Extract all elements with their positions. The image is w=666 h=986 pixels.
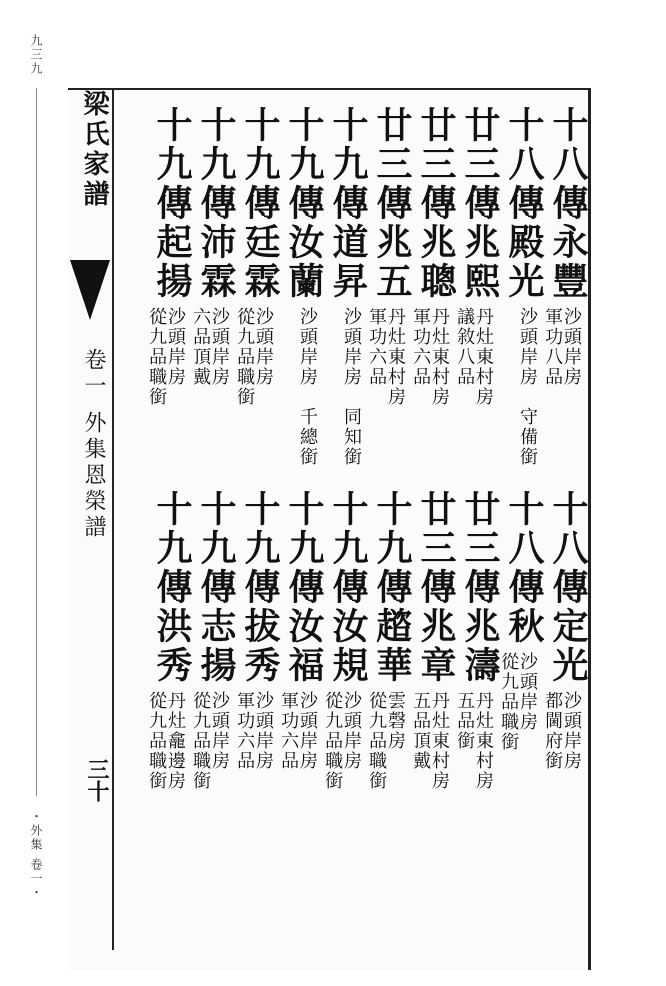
entry-note: 沙頭岸房 從九品職銜	[190, 691, 230, 791]
book-spine	[68, 90, 114, 950]
entry-note: 丹灶東村房 議敘八品	[454, 307, 494, 407]
entry-name: 十九傳拔秀	[239, 490, 281, 685]
entry-name: 十九傳志揚	[195, 490, 237, 685]
entry-name: 十九傳道昇	[327, 106, 369, 301]
entry-name: 十九傳汝蘭	[283, 106, 325, 301]
entry-note: 沙頭岸房 軍功六品	[278, 691, 318, 771]
entry-name: 十八傳永豐	[547, 106, 589, 301]
entry-name: 十八傳殿光	[503, 106, 545, 301]
entry-note: 丹灶東村房 軍功六品	[410, 307, 450, 407]
entry-note: 沙頭岸房 從九品職銜	[146, 307, 186, 407]
book-title: 梁氏家譜	[79, 90, 109, 210]
entry-name: 十九傳趦華	[371, 490, 413, 685]
entry-name: 十九傳汝規	[327, 490, 369, 685]
entry-upper-10	[134, 106, 193, 407]
entry-name: 廿三傳兆熙	[459, 106, 501, 301]
chapter-title: 卷一 外集恩榮譜	[81, 348, 106, 541]
entry-name: 十九傳起揚	[151, 106, 193, 301]
entry-note: 沙頭岸房 從九品職銜	[322, 691, 362, 791]
entry-note: 丹灶東村房 軍功六品	[366, 307, 406, 407]
entry-note: 沙頭岸房 守備銜	[517, 307, 538, 467]
entry-note: 沙頭岸房 從九品職銜	[234, 307, 274, 407]
leaf-number: 三十	[84, 758, 110, 802]
entry-name: 十九傳洪秀	[151, 490, 193, 685]
entry-note: 沙頭岸房 軍功六品	[234, 691, 274, 771]
entry-note: 沙頭岸房 同知銜	[341, 307, 362, 467]
entry-name: 十八傳定光	[547, 490, 589, 685]
page-number-margin: 九三九	[29, 34, 43, 76]
volume-label: ・外集 卷一・	[29, 810, 43, 900]
entry-note: 丹灶龕邊房 從九品職銜	[146, 691, 186, 791]
entry-name: 十九傳沛霖	[195, 106, 237, 301]
entry-note: 丹灶東村房 五品銜	[454, 691, 494, 791]
fish-tail-mark	[70, 260, 110, 320]
entry-note: 沙頭岸房 從九品職銜	[498, 652, 538, 752]
entry-note: 沙頭岸房 千總銜	[297, 307, 318, 467]
entry-name: 十九傳汝福	[283, 490, 325, 685]
entry-note: 雲磬房 從九品職銜	[366, 691, 406, 791]
entry-lower-10	[134, 490, 193, 791]
entry-name: 廿三傳兆聰	[415, 106, 457, 301]
entry-name: 廿三傳兆五	[371, 106, 413, 301]
entry-name: 廿三傳兆濤	[459, 490, 501, 685]
entry-name: 廿三傳兆章	[415, 490, 457, 685]
entry-name: 十八傳秋	[503, 490, 545, 646]
entry-note: 沙頭岸房 軍功八品	[542, 307, 582, 387]
entry-note: 丹灶東村房 五品頂戴	[410, 691, 450, 791]
genealogy-page	[68, 88, 591, 970]
entry-note: 沙頭岸房 六品頂戴	[190, 307, 230, 387]
entry-name: 十九傳廷霖	[239, 106, 281, 301]
margin-rule	[36, 88, 37, 796]
entry-note: 沙頭岸房 都閫府銜	[542, 691, 582, 771]
